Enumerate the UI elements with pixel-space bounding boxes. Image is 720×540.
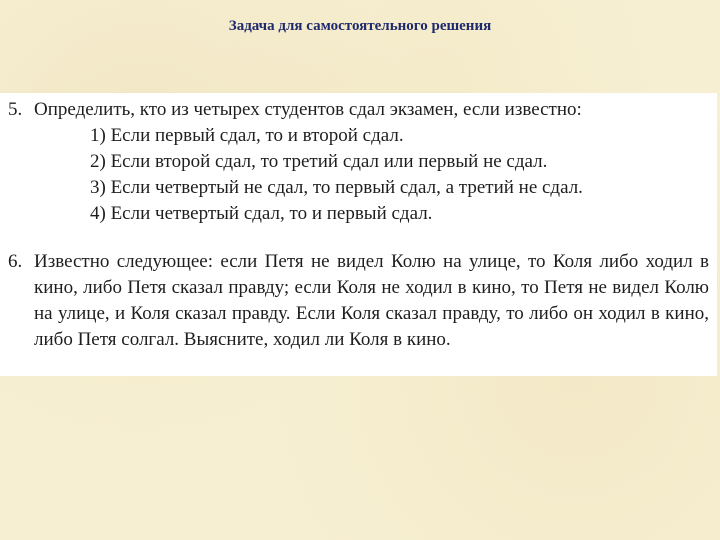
task-5-condition-2: 2) Если второй сдал, то третий сдал или первый не сдал.: [90, 151, 548, 172]
task-5-number: 5.: [8, 99, 23, 120]
task-6-number: 6.: [8, 251, 23, 272]
task-6-text: Известно следующее: если Петя не видел Колю на улице, то Коля либо ходил в кино, либо Петя сказал правду; если Коля не ходил в кино, то Петя не видел Колю на улице, и Коля сказал правду. Если Коля сказал правду, то либо он ходил в кино, либо Петя солгал. Выясните, ходил ли Коля в кино.: [34, 251, 709, 350]
task-5-question: Определить, кто из четырех студентов сдал экзамен, если известно:: [34, 99, 582, 120]
task-5-conditions: [8, 123, 713, 227]
task-5-condition-3: 3) Если четвертый не сдал, то первый сдал, а третий не сдал.: [90, 177, 583, 198]
task-panel: [0, 93, 717, 376]
task-5-condition-1: 1) Если первый сдал, то и второй сдал.: [90, 125, 404, 146]
task-6: [8, 249, 713, 353]
task-6-paragraph: [8, 249, 713, 353]
slide-title: Задача для самостоятельного решения: [228, 18, 492, 34]
task-5-condition-4: 4) Если четвертый сдал, то и первый сдал.: [90, 203, 433, 224]
task-5-question-line: [8, 97, 713, 123]
task-5: [8, 97, 713, 227]
